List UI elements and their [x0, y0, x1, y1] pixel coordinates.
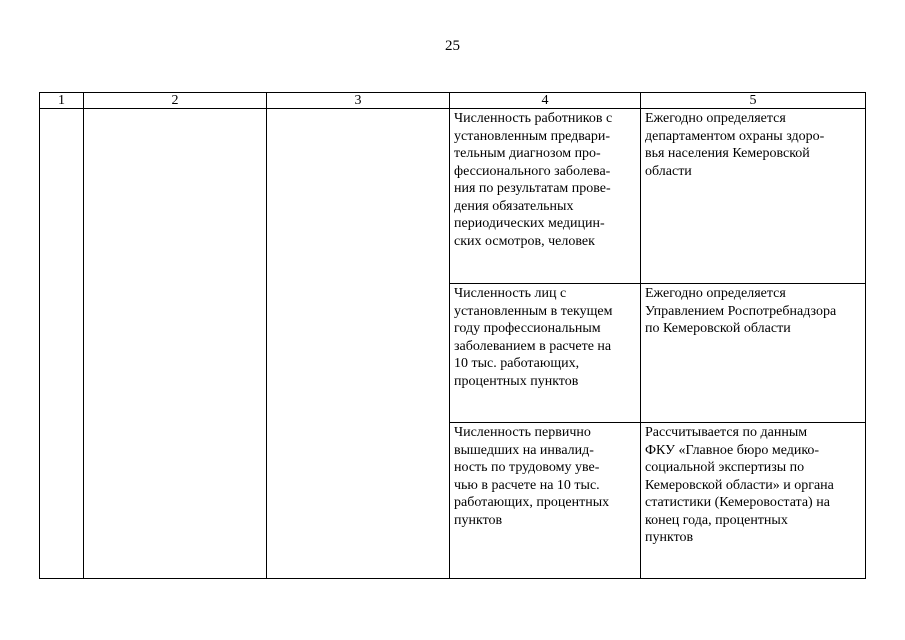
text-line: социальной экспертизы по	[645, 460, 805, 475]
text-line: ния по результатам прове-	[454, 181, 611, 196]
text-line: статистики (Кемеровостата) на	[645, 495, 830, 510]
text-line: Управлением Роспотребнадзора	[645, 303, 837, 319]
text-line: заболеванием в расчете на	[454, 338, 612, 354]
indicator-cell	[450, 284, 641, 423]
cell-col3	[267, 109, 450, 579]
text-line: чью в расчете на 10 тыс.	[454, 477, 600, 493]
text-line: области	[645, 163, 692, 179]
text-line: ФКУ «Главное бюро медико-	[645, 442, 820, 458]
indicators-table	[39, 92, 866, 579]
source-cell	[641, 284, 866, 423]
table-header-row	[40, 93, 866, 109]
text-line: пунктов	[454, 512, 503, 528]
text-line: вья населения Кемеровской	[645, 146, 810, 161]
column-header-5: 5	[641, 93, 866, 109]
text-line: Численность первично	[454, 425, 591, 440]
text-line: дения обязательных	[454, 198, 574, 214]
text-line: Ежегодно определяется	[645, 286, 786, 301]
text-line: установленным в текущем	[454, 303, 613, 319]
text-line: пунктов	[645, 530, 694, 545]
source-cell	[641, 423, 866, 579]
indicator-cell	[450, 423, 641, 579]
text-line: 10 тыс. работающих,	[454, 356, 580, 371]
indicator-cell	[450, 109, 641, 284]
text-line: процентных пунктов	[454, 373, 579, 389]
text-line: Рассчитывается по данным	[645, 425, 808, 440]
column-header-2: 2	[84, 93, 267, 109]
text-line: департаментом охраны здоро-	[645, 128, 825, 144]
column-header-4: 4	[450, 93, 641, 109]
text-line: Ежегодно определяется	[645, 111, 786, 126]
text-line: фессионального заболева-	[454, 163, 611, 179]
cell-col2	[84, 109, 267, 579]
column-header-1: 1	[40, 93, 84, 109]
page-number: 25	[445, 38, 460, 54]
source-cell	[641, 109, 866, 284]
text-line: тельным диагнозом про-	[454, 146, 601, 161]
text-line: ность по трудовому уве-	[454, 460, 600, 475]
text-line: установленным предвари-	[454, 128, 611, 144]
text-line: работающих, процентных	[454, 495, 610, 510]
column-header-3: 3	[267, 93, 450, 109]
text-line: конец года, процентных	[645, 512, 788, 528]
text-line: Численность работников с	[454, 111, 613, 126]
text-line: вышедших на инвалид-	[454, 442, 594, 458]
text-line: периодических медицин-	[454, 216, 605, 231]
cell-col1	[40, 109, 84, 579]
text-line: году профессиональным	[454, 321, 601, 336]
text-line: ских осмотров, человек	[454, 233, 595, 249]
text-line: Численность лиц с	[454, 286, 567, 301]
text-line: Кемеровской области» и органа	[645, 477, 834, 493]
table-row	[40, 109, 866, 284]
text-line: по Кемеровской области	[645, 321, 791, 336]
